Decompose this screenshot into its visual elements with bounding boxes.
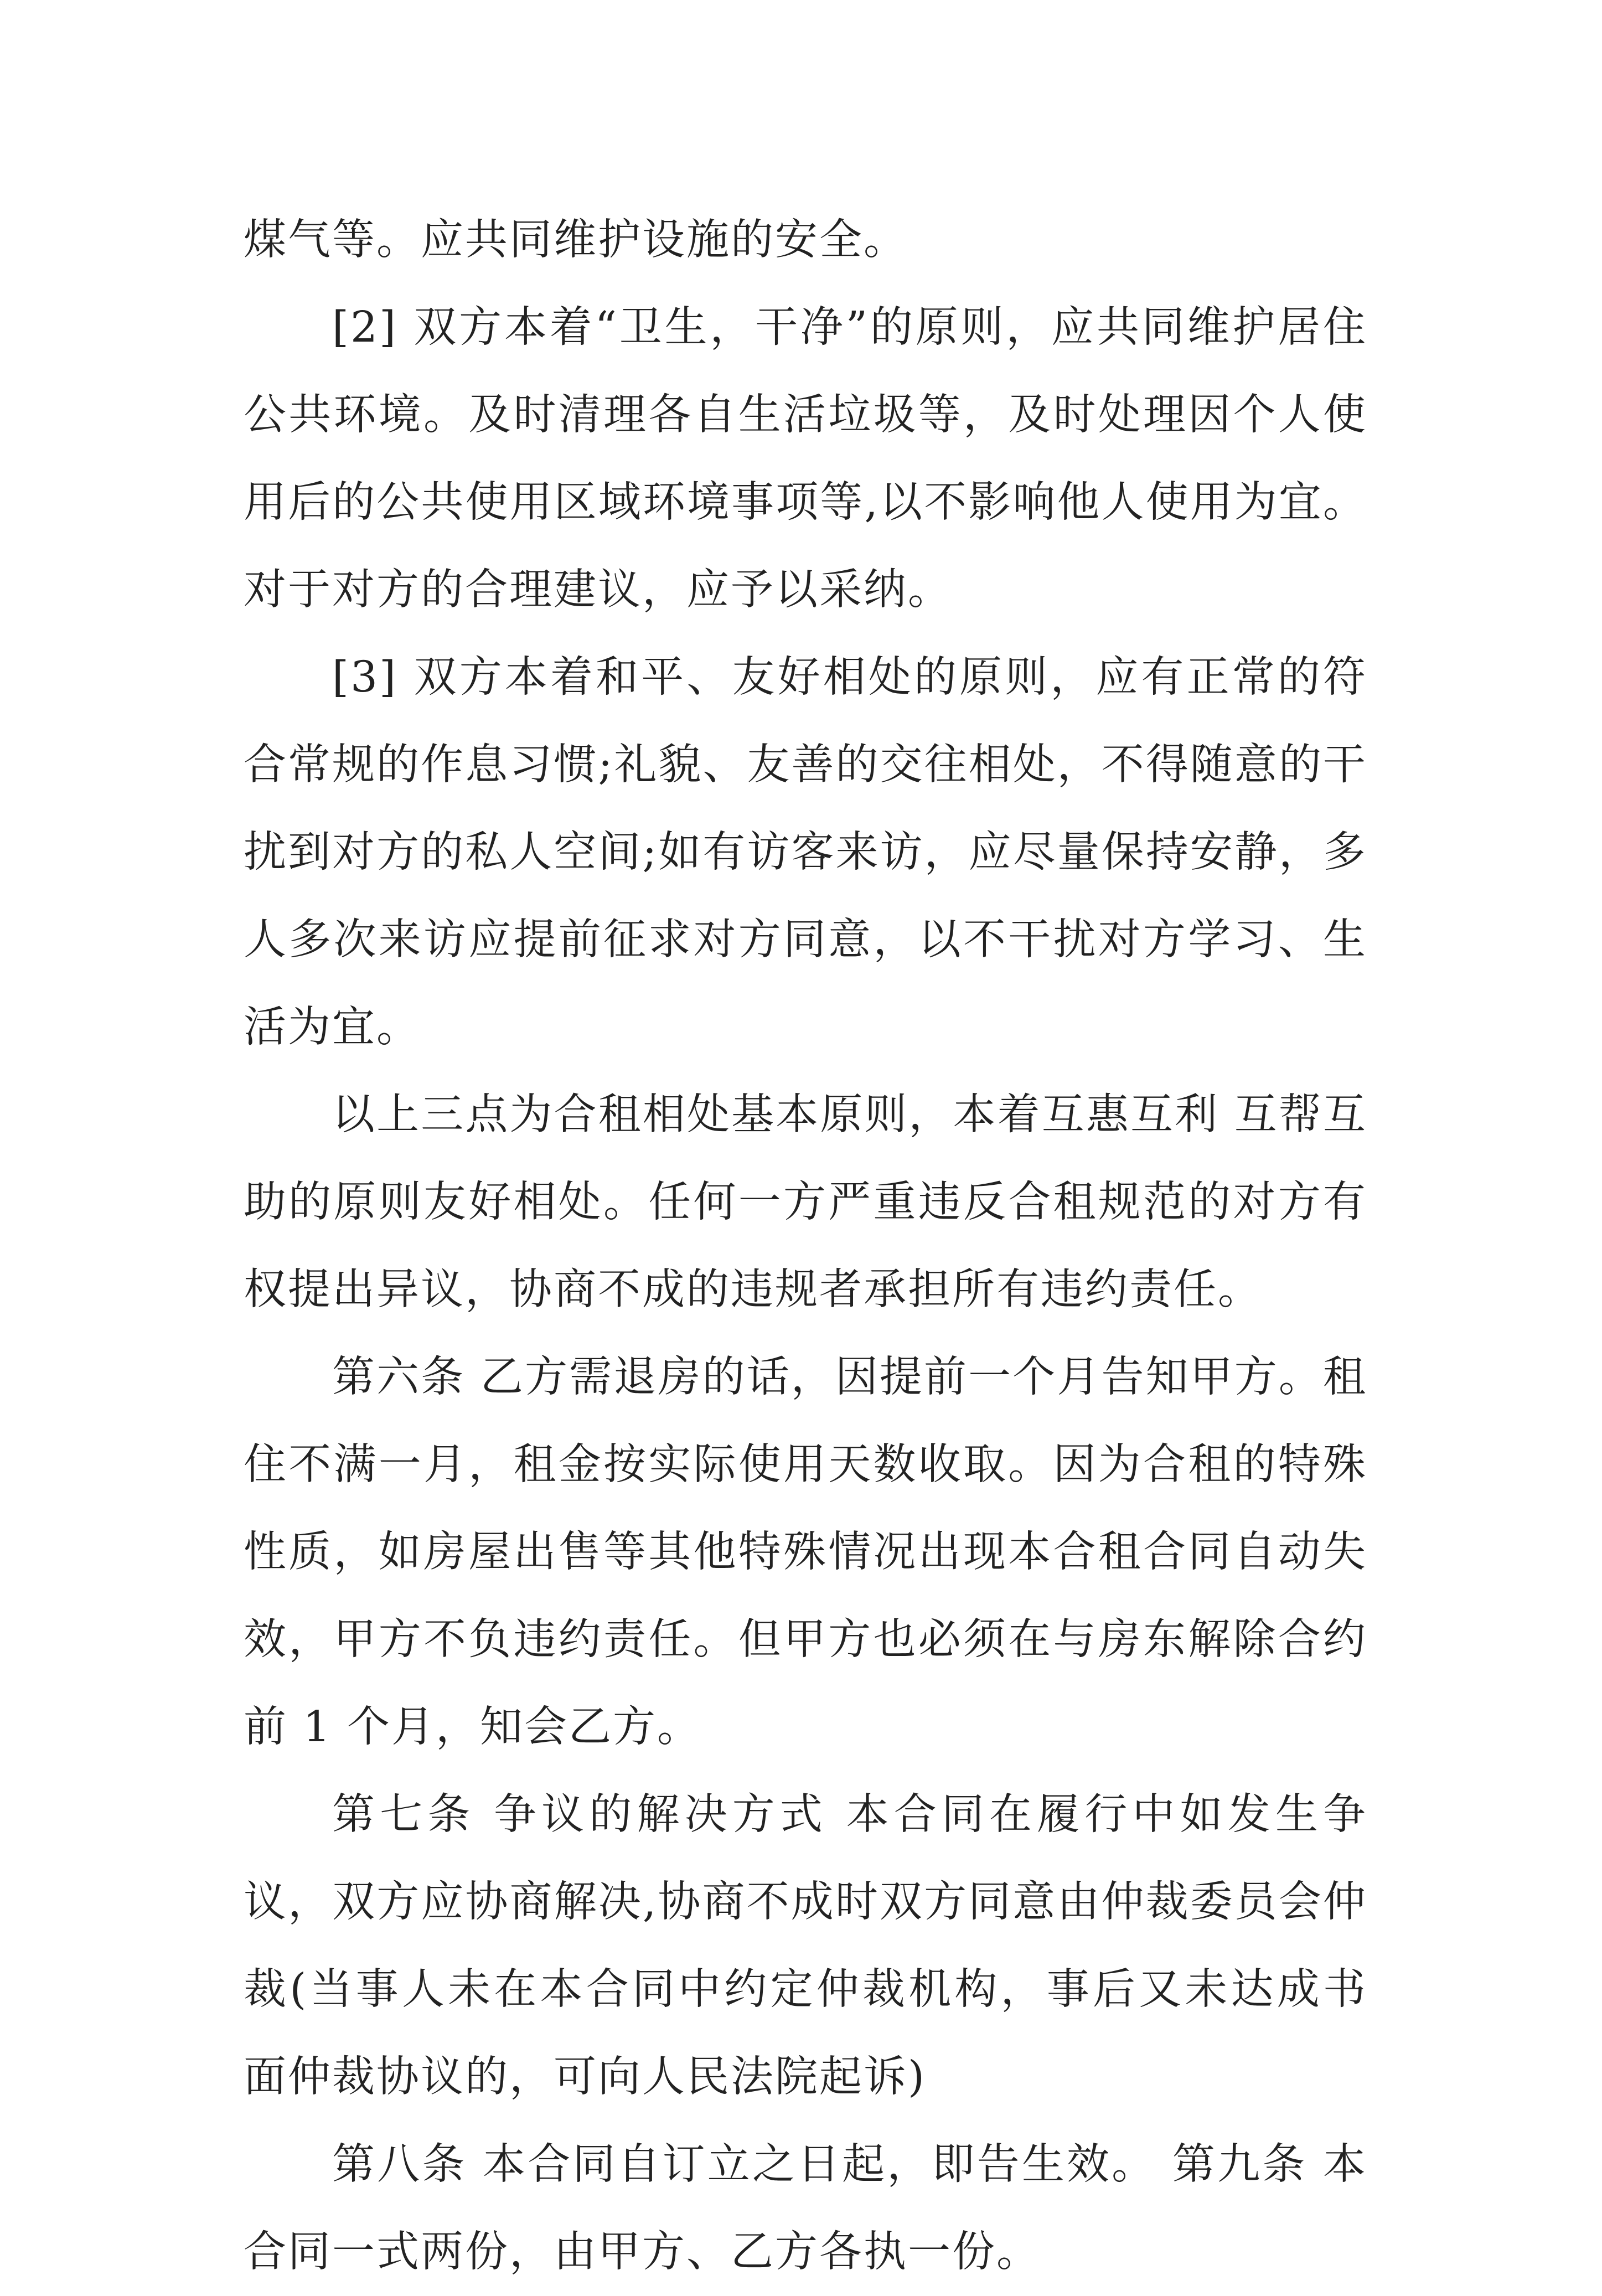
paragraph-principles-summary: 以上三点为合租相处基本原则，本着互惠互利 互帮互助的原则友好相处。任何一方严重违反合租规范的对方有权提出异议，协商不成的违规者承担所有违约责任。 <box>244 1090 1367 1314</box>
document-body <box>244 197 1367 2296</box>
paragraph-clause-3: [3] 双方本着和平、友好相处的原则，应有正常的符合常规的作息习惯;礼貌、友善的交往相处，不得随意的干扰到对方的私人空间;如有访客来访，应尽量保持安静，多人多次来访应提前征求对方同意，以不干扰对方学习、生活为宜。 <box>244 653 1367 1052</box>
paragraph-article-6: 第六条 乙方需退房的话，因提前一个月告知甲方。租住不满一月，租金按实际使用天数收取。因为合租的特殊性质，如房屋出售等其他特殊情况出现本合租合同自动失效，甲方不负违约责任。但甲方也必须在与房东解除合约前 1 个月，知会乙方。 <box>244 1353 1367 1752</box>
paragraph-continuation: 煤气等。应共同维护设施的安全。 <box>244 215 908 265</box>
paragraph-clause-2: [2] 双方本着“卫生，干净”的原则，应共同维护居住公共环境。及时清理各自生活垃圾等，及时处理因个人使用后的公共使用区域环境事项等,以不影响他人使用为宜。对于对方的合理建议，应予以采纳。 <box>244 303 1367 615</box>
paragraph-article-7: 第七条 争议的解决方式 本合同在履行中如发生争议，双方应协商解决,协商不成时双方同意由仲裁委员会仲裁(当事人未在本合同中约定仲裁机构，事后又未达成书面仲裁协议的，可向人民法院起诉) <box>244 1790 1367 2102</box>
paragraph-article-8-9: 第八条 本合同自订立之日起，即告生效。 第九条 本合同一式两份，由甲方、乙方各执一份。 <box>244 2140 1367 2277</box>
